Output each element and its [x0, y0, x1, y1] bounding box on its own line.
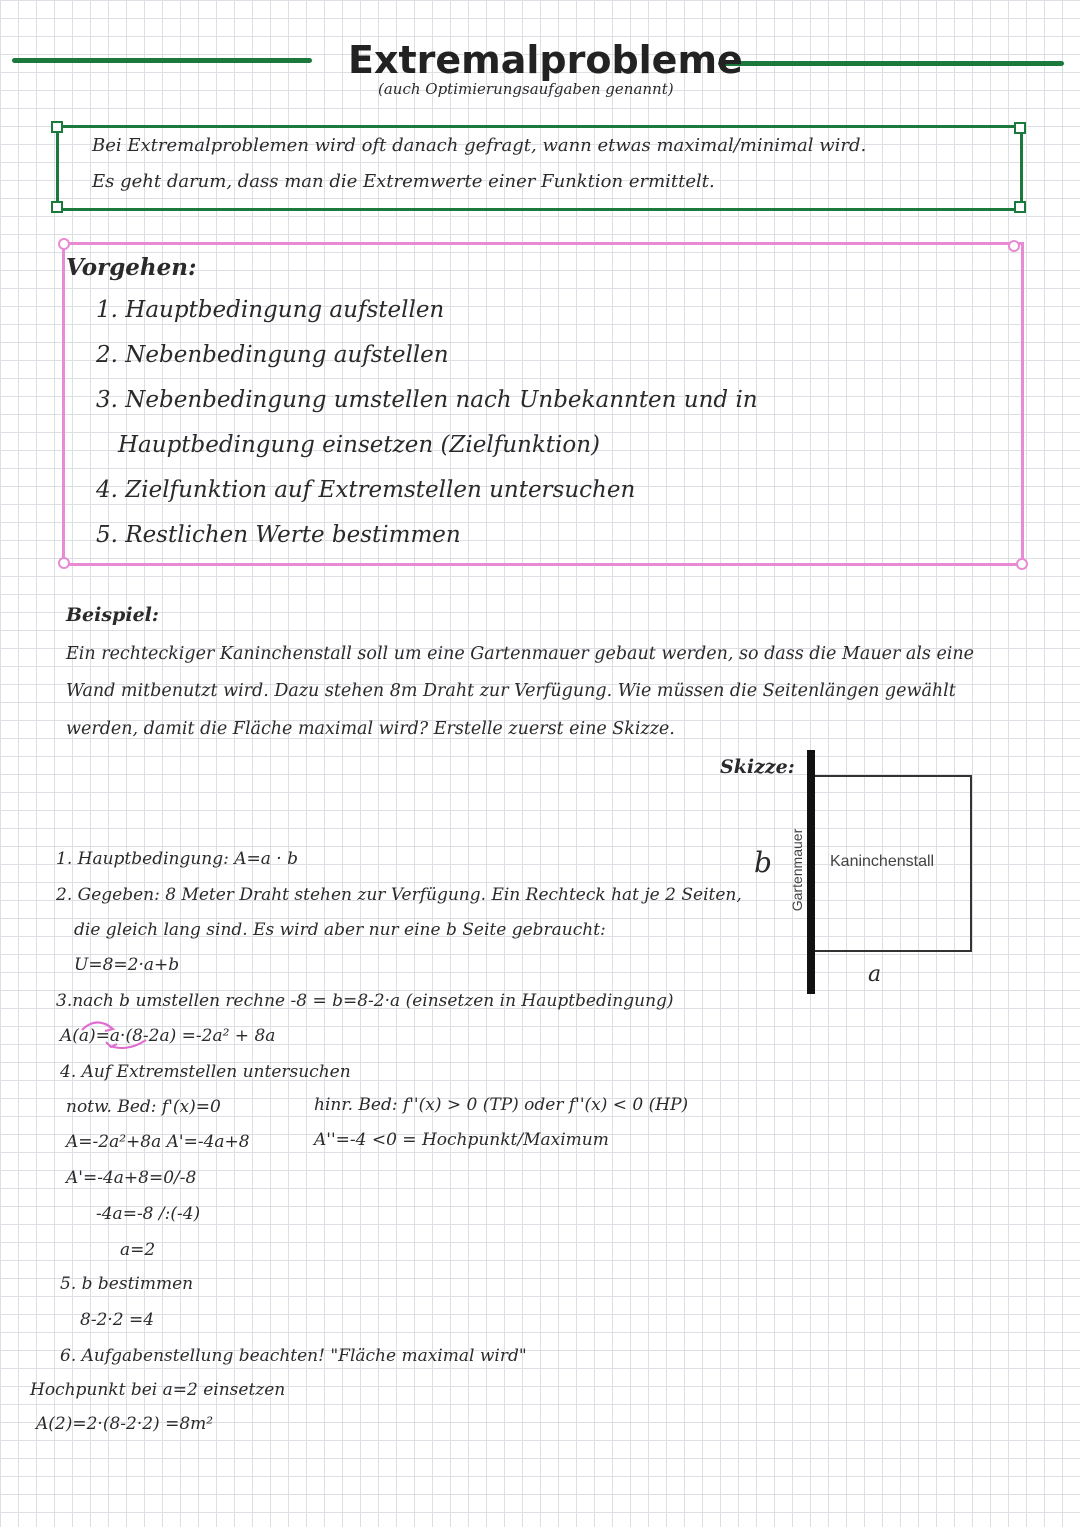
intro-line-2: Es geht darum, dass man die Extremwerte einer Funktion ermittelt.	[92, 171, 715, 192]
solution-step-6: 6. Aufgabenstellung beachten! "Fläche maximal wird"	[60, 1346, 527, 1366]
solution-step-2a: 2. Gegeben: 8 Meter Draht stehen zur Verfügung. Ein Rechteck hat je 2 Seiten,	[56, 885, 742, 905]
solution-step-2c: U=8=2·a+b	[74, 955, 180, 975]
necessary-condition: notw. Bed: f'(x)=0	[66, 1097, 221, 1117]
second-derivative: A''=-4 <0 = Hochpunkt/Maximum	[314, 1130, 609, 1150]
procedure-box-handle-tr	[1008, 240, 1020, 252]
intro-box-handle-tl	[51, 121, 63, 133]
header-rule-right	[718, 61, 1064, 66]
solution-step-6b: Hochpunkt bei a=2 einsetzen	[30, 1380, 286, 1400]
procedure-box-handle-tl	[58, 238, 70, 250]
header-rule-left	[12, 58, 312, 63]
side-b-label: b	[754, 846, 772, 879]
solution-step-1: 1. Hauptbedingung: A=a · b	[56, 849, 299, 869]
intro-line-1: Bei Extremalproblemen wird oft danach gefragt, wann etwas maximal/minimal wird.	[92, 135, 867, 156]
example-line-3: werden, damit die Fläche maximal wird? Erstelle zuerst eine Skizze.	[66, 719, 675, 739]
procedure-step-4: 4. Zielfunktion auf Extremstellen untersuchen	[96, 477, 636, 503]
procedure-step-5: 5. Restlichen Werte bestimmen	[96, 522, 461, 548]
solution-step-5: 5. b bestimmen	[60, 1274, 194, 1294]
procedure-step-3-cont: Hauptbedingung einsetzen (Zielfunktion)	[118, 432, 601, 458]
page-title: Extremalprobleme	[348, 38, 743, 82]
example-line-2: Wand mitbenutzt wird. Dazu stehen 8m Draht zur Verfügung. Wie müssen die Seitenlängen gewählt	[66, 681, 956, 701]
intro-box-handle-br	[1014, 201, 1026, 213]
equation-2: -4a=-8 /:(-4)	[96, 1204, 201, 1224]
procedure-step-2: 2. Nebenbedingung aufstellen	[96, 342, 449, 368]
solution-step-5-calc: 8-2·2 =4	[80, 1310, 155, 1330]
equation-1: A'=-4a+8=0/-8	[66, 1168, 197, 1188]
wall-label: Gartenmauer	[789, 828, 805, 912]
hutch-label: Kaninchenstall	[830, 853, 935, 870]
solution-step-4: 4. Auf Extremstellen untersuchen	[60, 1062, 351, 1082]
substitution-arrow	[76, 1012, 156, 1052]
procedure-box-handle-br	[1016, 558, 1028, 570]
side-a-label: a	[868, 962, 882, 987]
procedure-step-1: 1. Hauptbedingung aufstellen	[96, 297, 445, 323]
solution-step-6c: A(2)=2·(8-2·2) =8m²	[36, 1414, 214, 1434]
example-heading: Beispiel:	[66, 604, 159, 626]
garden-wall	[807, 750, 815, 994]
example-line-1: Ein rechteckiger Kaninchenstall soll um eine Gartenmauer gebaut werden, so dass die Mauer als eine	[66, 644, 975, 664]
first-derivative: A=-2a²+8a A'=-4a+8	[66, 1132, 250, 1152]
intro-box-handle-bl	[51, 201, 63, 213]
sketch-label: Skizze:	[720, 756, 795, 778]
equation-3: a=2	[120, 1240, 156, 1260]
procedure-box-handle-bl	[58, 557, 70, 569]
procedure-heading: Vorgehen:	[66, 254, 197, 281]
sufficient-condition: hinr. Bed: f''(x) > 0 (TP) oder f''(x) < 0 (HP)	[314, 1095, 689, 1115]
intro-box-handle-tr	[1014, 122, 1026, 134]
procedure-step-3: 3. Nebenbedingung umstellen nach Unbekannten und in	[96, 387, 758, 413]
solution-step-3b: A(a)=a·(8-2a) =-2a² + 8a	[60, 1026, 276, 1046]
solution-step-2b: die gleich lang sind. Es wird aber nur eine b Seite gebraucht:	[74, 920, 606, 940]
solution-step-3a: 3.nach b umstellen rechne -8 = b=8-2·a (einsetzen in Hauptbedingung)	[56, 991, 674, 1011]
page-subtitle: (auch Optimierungsaufgaben genannt)	[378, 80, 674, 98]
